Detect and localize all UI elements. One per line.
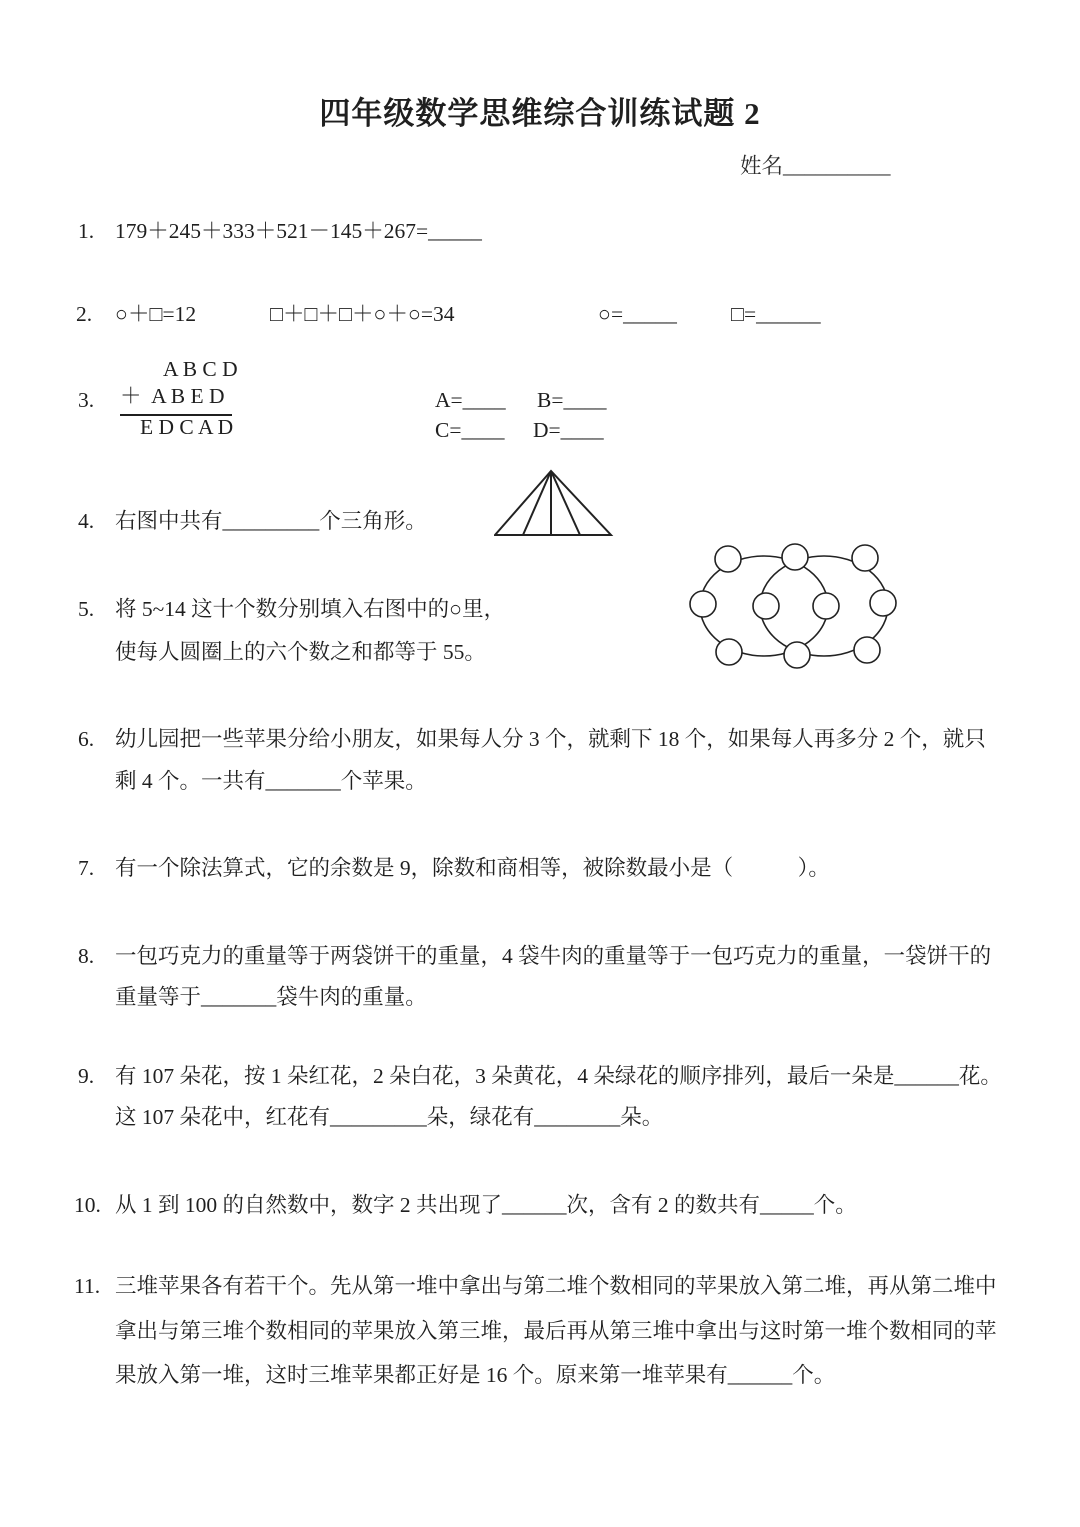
question-11-line-1: 三堆苹果各有若干个。先从第一堆中拿出与第二堆个数相同的苹果放入第二堆，再从第二堆中 (115, 1274, 997, 1298)
question-4-text: 右图中共有_________个三角形。 (115, 509, 427, 533)
number-slot-circle (852, 545, 878, 571)
question-3-answer-a: A=____ (435, 388, 506, 412)
rings-figure (672, 528, 912, 683)
question-11-line-3: 果放入第一堆，这时三堆苹果都正好是 16 个。原来第一堆苹果有______个。 (115, 1363, 836, 1387)
question-6-line-1: 幼儿园把一些苹果分给小朋友，如果每人分 3 个，就剩下 18 个，如果每人再多分 2 个，就只 (115, 727, 986, 751)
question-3-answer-d: D=____ (533, 418, 604, 442)
cevian-right (551, 471, 580, 535)
question-9-number: 9. (78, 1064, 95, 1088)
number-slot-circle (715, 546, 741, 572)
question-7-text: 有一个除法算式，它的余数是 9，除数和商相等，被除数最小是（ ）。 (115, 856, 830, 880)
question-3-addend-bottom: ＋ A B E D (120, 383, 232, 416)
question-7-number: 7. (78, 856, 95, 880)
question-5-line-1: 将 5~14 这十个数分别填入右图中的○里， (115, 597, 506, 621)
number-slot-circle (690, 591, 716, 617)
number-slot-circle (782, 544, 808, 570)
number-slot-circle (854, 637, 880, 663)
name-field: 姓名__________ (740, 154, 891, 178)
page-title: 四年级数学思维综合训练试题 2 (319, 96, 761, 131)
question-3-sum: E D C A D (140, 415, 234, 439)
question-2-answer-square: □=______ (731, 302, 821, 326)
number-slot-circle (870, 590, 896, 616)
number-slot-circle (813, 593, 839, 619)
question-6-line-2: 剩 4 个。一共有_______个苹果。 (115, 769, 427, 793)
number-slot-circle (753, 593, 779, 619)
cevian-left (523, 471, 551, 535)
question-3-answer-b: B=____ (537, 388, 607, 412)
question-11-number: 11. (74, 1274, 101, 1298)
question-4-number: 4. (78, 509, 95, 533)
question-2-equation-1: ○＋□=12 (115, 302, 197, 326)
question-8-line-2: 重量等于_______袋牛肉的重量。 (115, 985, 427, 1009)
question-3-addend-top: A B C D (163, 357, 238, 381)
question-2-answer-circle: ○=_____ (598, 302, 677, 326)
question-8-line-1: 一包巧克力的重量等于两袋饼干的重量，4 袋牛肉的重量等于一包巧克力的重量，一袋饼干的 (115, 944, 992, 968)
triangle-figure (494, 469, 616, 539)
question-2-equation-2: □＋□＋□＋○＋○=34 (270, 302, 455, 326)
question-1-text: 179＋245＋333＋521－145＋267=_____ (115, 219, 482, 243)
question-8-number: 8. (78, 944, 95, 968)
question-3-number: 3. (78, 388, 95, 412)
question-9-line-1: 有 107 朵花，按 1 朵红花，2 朵白花，3 朵黄花，4 朵绿花的顺序排列，最后一朵是______花。 (115, 1064, 1002, 1088)
question-10-text: 从 1 到 100 的自然数中，数字 2 共出现了______次，含有 2 的数共有_____个。 (115, 1193, 857, 1217)
number-slot-circle (784, 642, 810, 668)
question-10-number: 10. (74, 1193, 101, 1217)
outer-triangle (495, 471, 611, 535)
question-2-number: 2. (76, 302, 93, 326)
question-5-number: 5. (78, 597, 95, 621)
question-1-number: 1. (78, 219, 95, 243)
question-9-line-2: 这 107 朵花中，红花有_________朵，绿花有________朵。 (115, 1105, 664, 1129)
question-6-number: 6. (78, 727, 95, 751)
question-11-line-2: 拿出与第三堆个数相同的苹果放入第三堆，最后再从第三堆中拿出与这时第一堆个数相同的苹 (115, 1319, 997, 1343)
number-slot-circle (716, 639, 742, 665)
question-5-line-2: 使每人圆圈上的六个数之和都等于 55。 (115, 640, 486, 664)
question-3-answer-c: C=____ (435, 418, 505, 442)
